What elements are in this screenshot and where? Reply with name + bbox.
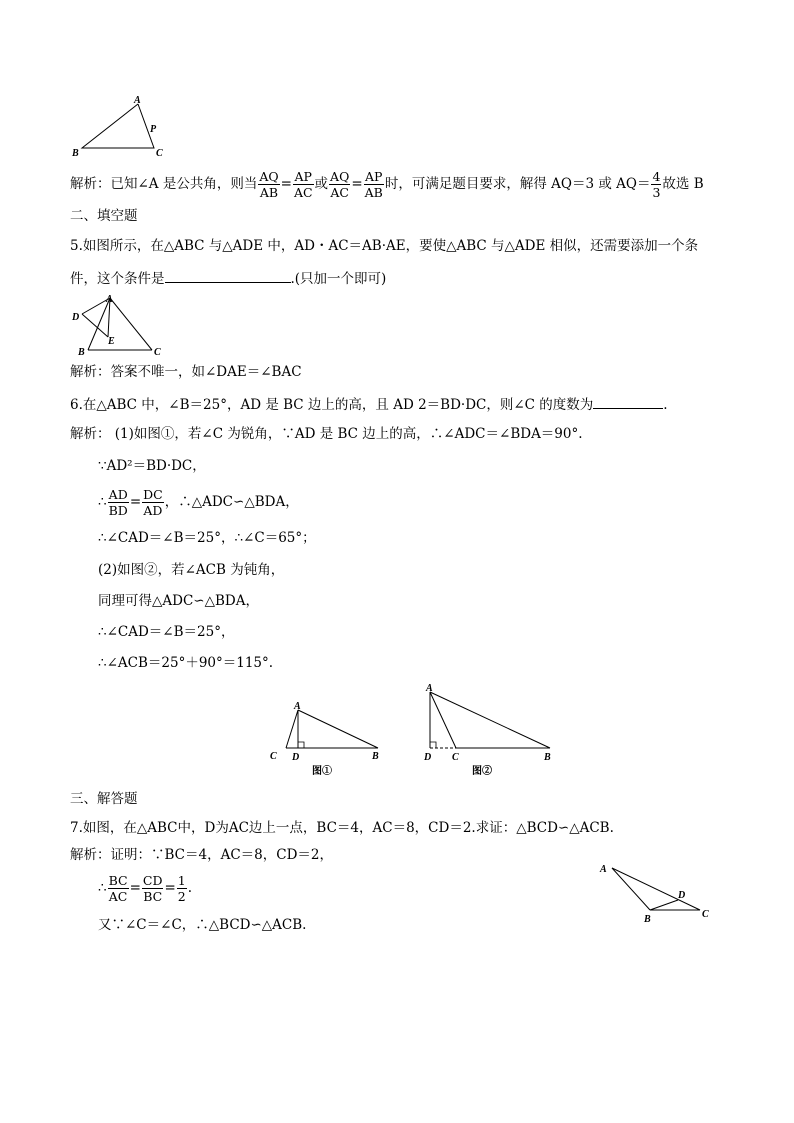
fig-q7-label-c: C xyxy=(702,909,709,920)
answer-blank xyxy=(593,394,663,409)
q6-analysis-line3: ∴ $\frac{AD}{BD}$ = $\frac{DC}{AD}$ ，∴△ADC∽△BDA， xyxy=(98,487,299,518)
figure-q4-triangle xyxy=(66,92,176,162)
q6-analysis-line8: ∴∠ACB＝25°＋90°＝115°. xyxy=(98,655,274,671)
fig-q7-label-b: B xyxy=(644,914,651,925)
fig-q5-label-b: B xyxy=(78,347,85,358)
q6-analysis-line6: 同理可得△ADC∽△BDA， xyxy=(98,593,259,609)
fig2-caption: 图② xyxy=(472,766,492,777)
q6-analysis-line1: 解析： (1)如图①，若∠C 为锐角，∵AD 是 BC 边上的高，∴∠ADC＝∠BDA＝90°. xyxy=(70,426,583,442)
fraction: $\frac{4}{3}$ xyxy=(652,169,661,200)
q6-analysis-line4: ∴∠CAD＝∠B＝25°，∴∠C＝65°； xyxy=(98,530,316,546)
figure-q7-triangles xyxy=(594,856,724,928)
q6-analysis-line5: (2)如图②，若∠ACB 为钝角， xyxy=(98,562,285,578)
fraction: $\frac{AQ}{AC}$ xyxy=(330,169,350,200)
fig1-label-d: D xyxy=(292,752,300,763)
q4-analysis: 解析：已知∠A 是公共角，则当 $\frac{AQ}{AB}$ = $\frac{AP}{AC}$ 或 $\frac{AQ}{AC}$ = $\frac{AP}{AB}$ 时，可满足题目要求，解得 AQ＝3 或 AQ＝ $\frac{4}{3}$ 故选 B xyxy=(70,169,704,200)
fig1-caption: 图① xyxy=(312,766,332,777)
fig1-label-b: B xyxy=(372,751,379,762)
fig-q5-label-d: D xyxy=(72,312,80,323)
fig-q4-label-p: P xyxy=(150,124,157,135)
section-heading-fill-in: 二、填空题 xyxy=(70,208,138,224)
q6-analysis-line7: ∴∠CAD＝∠B＝25°， xyxy=(98,624,235,640)
q7-question: 7.如图，在△ABC中，D为AC边上一点，BC＝4，AC＝8，CD＝2.求证：△BCD∽△ACB. xyxy=(70,820,614,836)
figure-q6-fig1 xyxy=(262,696,392,782)
figure-q6-fig2 xyxy=(418,680,568,782)
fig2-label-b: B xyxy=(544,752,551,763)
fraction: $\frac{AP}{AB}$ xyxy=(364,169,383,200)
fraction: $\frac{AQ}{AB}$ xyxy=(259,169,279,200)
q5-question-line2: 件，这个条件是 .(只加一个即可) xyxy=(70,268,386,289)
fig2-label-c: C xyxy=(452,752,459,763)
fig1-label-a: A xyxy=(294,701,301,712)
fig-q5-label-e: E xyxy=(108,336,115,347)
q6-analysis-line2: ∵AD²＝BD·DC， xyxy=(98,458,206,474)
fig-q5-label-c: C xyxy=(154,347,161,358)
fig-q4-label-b: B xyxy=(72,148,79,159)
fig2-label-a: A xyxy=(426,683,433,694)
fig-q4-label-a: A xyxy=(134,95,141,106)
q5-question-line1: 5.如图所示，在△ABC 与△ADE 中，AD・AC＝AB·AE，要使△ABC 与△ADE 相似，还需要添加一个条 xyxy=(70,238,699,254)
fig-q7-label-d: D xyxy=(678,890,686,901)
q7-analysis-line2: ∴ $\frac{BC}{AC}$ = $\frac{CD}{BC}$ = $\frac{1}{2}$ . xyxy=(98,873,193,904)
fig-q5-label-a: A xyxy=(106,294,113,305)
fig-q4-label-c: C xyxy=(156,148,163,159)
fraction: $\frac{AD}{BD}$ xyxy=(108,487,128,518)
figure-q5-triangles xyxy=(66,292,176,358)
q6-question: 6.在△ABC 中，∠B＝25°，AD 是 BC 边上的高，且 AD 2＝BD·DC，则∠C 的度数为 . xyxy=(70,394,668,415)
answer-blank xyxy=(165,268,291,283)
fraction: $\frac{AP}{AC}$ xyxy=(293,169,313,200)
q7-analysis-line1: 解析：证明：∵BC＝4，AC＝8，CD＝2， xyxy=(70,847,333,863)
fraction: $\frac{1}{2}$ xyxy=(177,873,186,904)
fraction: $\frac{DC}{AD}$ xyxy=(143,487,163,518)
fig-q7-label-a: A xyxy=(600,864,607,875)
q5-analysis: 解析：答案不唯一，如∠DAE＝∠BAC xyxy=(70,364,302,380)
fraction: $\frac{BC}{AC}$ xyxy=(108,873,128,904)
fraction: $\frac{CD}{BC}$ xyxy=(142,873,163,904)
fig1-label-c: C xyxy=(270,751,277,762)
fig2-label-d: D xyxy=(424,752,432,763)
section-heading-answer: 三、解答题 xyxy=(70,791,138,807)
q7-analysis-line3: 又∵∠C＝∠C，∴△BCD∽△ACB. xyxy=(98,917,307,933)
